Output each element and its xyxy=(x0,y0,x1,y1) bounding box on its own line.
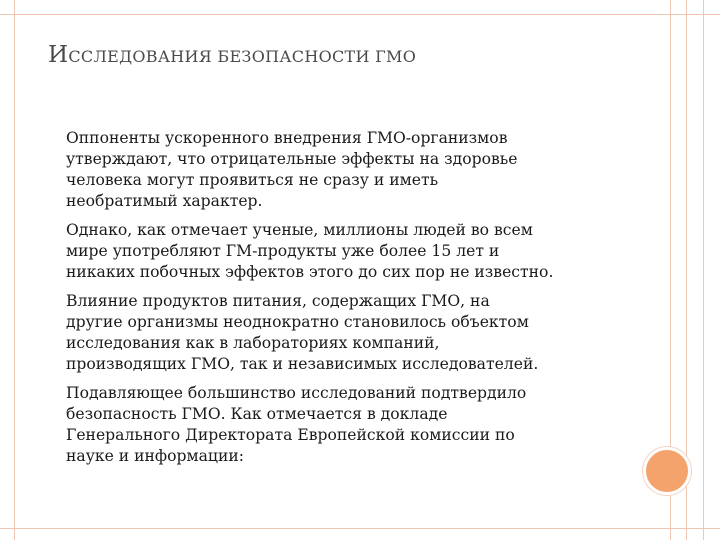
slide-body xyxy=(66,128,646,475)
paragraph-line: Оппоненты ускоренного внедрения ГМО-организмов xyxy=(66,129,508,147)
paragraph-line: Подавляющее большинство исследований подтвердило xyxy=(66,384,527,402)
slide-title-rest: ССЛЕДОВАНИЯ БЕЗОПАСНОСТИ ГМО xyxy=(68,47,417,66)
paragraph-line: науке и информации: xyxy=(66,447,245,465)
paragraph-line: исследования как в лабораториях компаний, xyxy=(66,334,440,352)
paragraph-line: необратимый характер. xyxy=(66,192,263,210)
right-border-line-outer xyxy=(703,0,704,540)
paragraph-3 xyxy=(66,291,646,375)
bottom-border-line xyxy=(0,528,720,529)
paragraph-line: безопасность ГМО. Как отмечается в докладе xyxy=(66,405,448,423)
paragraph-line: мире употребляют ГМ-продукты уже более 15 лет и xyxy=(66,242,500,260)
slide-title-first-letter: И xyxy=(48,42,69,68)
paragraph-1 xyxy=(66,128,646,212)
paragraph-line: другие организмы неоднократно становилось объектом xyxy=(66,313,529,331)
paragraph-line: Влияние продуктов питания, содержащих ГМО, на xyxy=(66,292,490,310)
paragraph-line: человека могут проявиться не сразу и иметь xyxy=(66,171,439,189)
left-border-line xyxy=(14,0,15,540)
top-border-line xyxy=(0,14,720,15)
paragraph-line: утверждают, что отрицательные эффекты на здоровье xyxy=(66,150,518,168)
decorative-circle xyxy=(643,447,691,495)
paragraph-line: Генерального Директората Европейской комиссии по xyxy=(66,426,515,444)
paragraph-line: Однако, как отмечает ученые, миллионы людей во всем xyxy=(66,221,533,239)
slide-title xyxy=(48,42,668,68)
paragraph-4 xyxy=(66,383,646,467)
paragraph-2 xyxy=(66,220,646,283)
paragraph-line: никаких побочных эффектов этого до сих пор не известно. xyxy=(66,263,554,281)
paragraph-line: производящих ГМО, так и независимых исследователей. xyxy=(66,355,539,373)
